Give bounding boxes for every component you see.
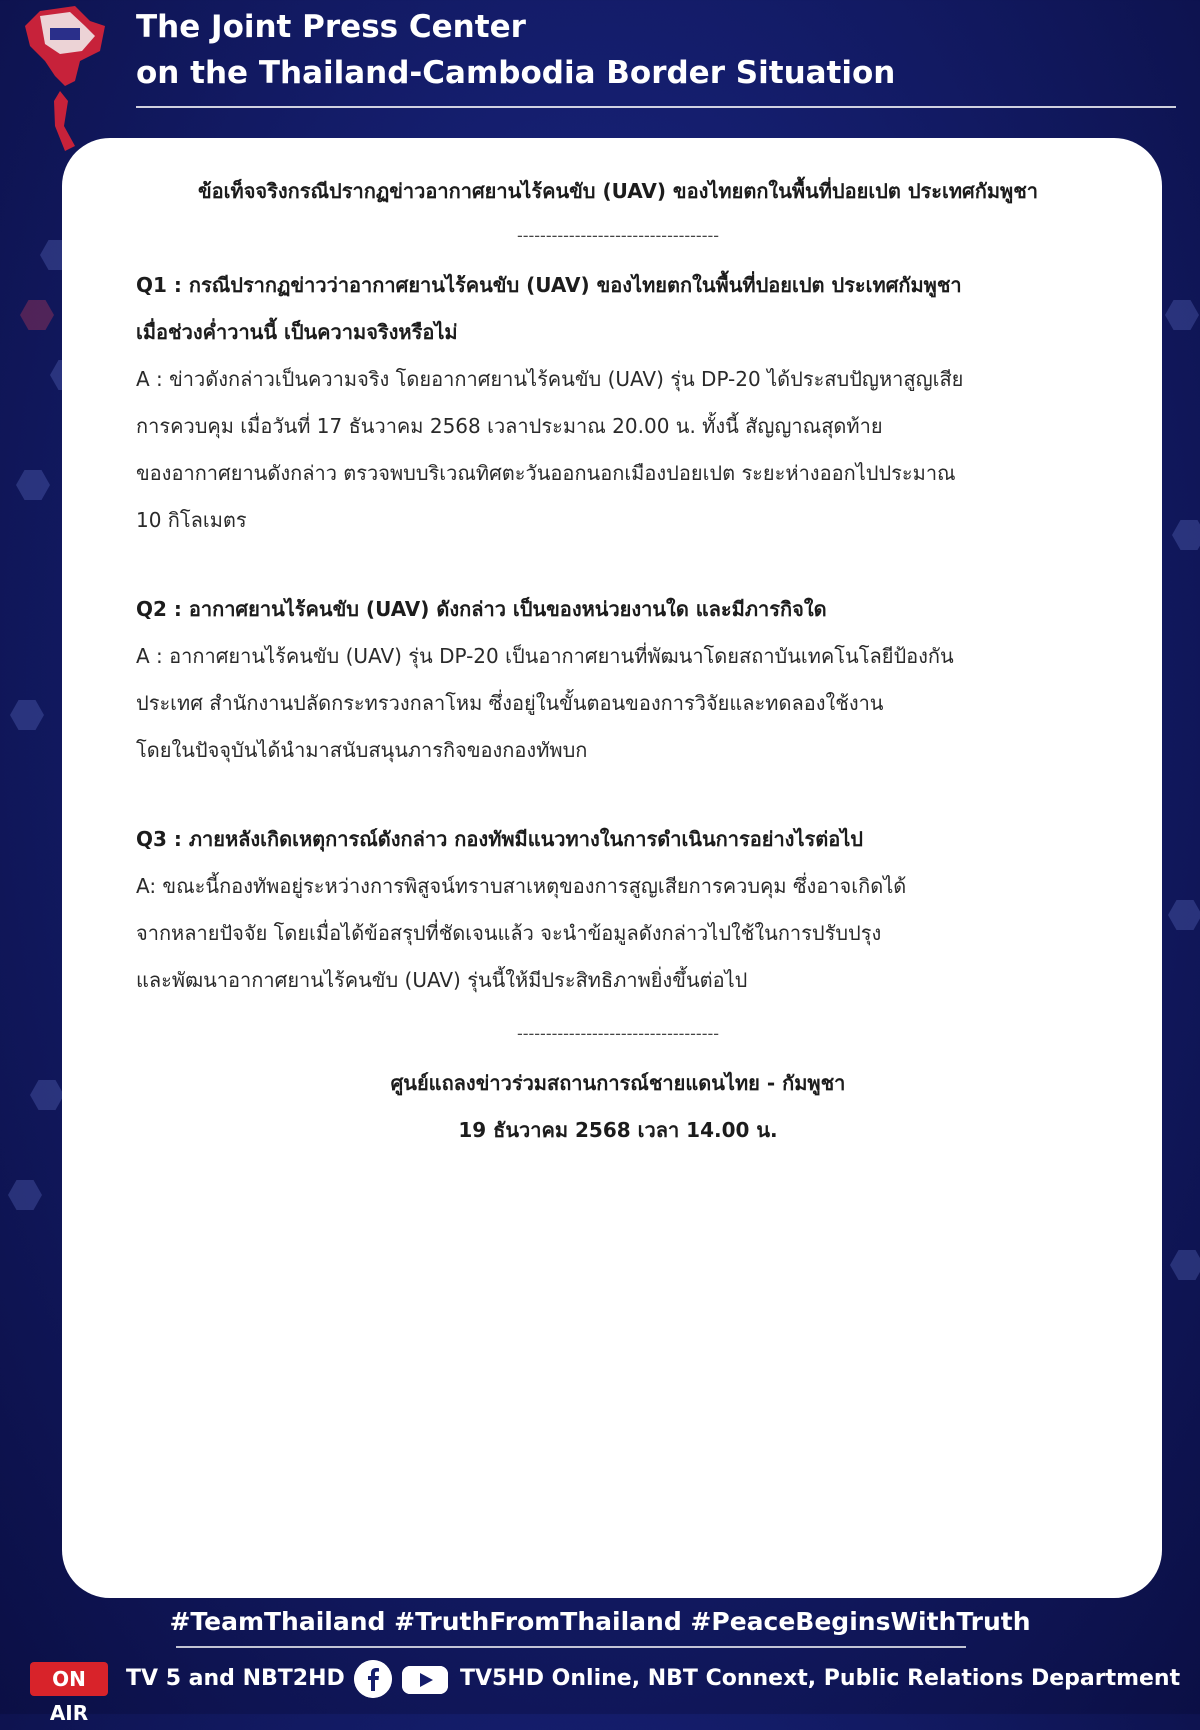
footer-divider xyxy=(176,1646,966,1648)
broadcast-bar xyxy=(30,1660,1181,1725)
q1-answer-line: A : ข่าวดังกล่าวเป็นความจริง โดยอากาศยานไร้คนขับ (UAV) รุ่น DP-20 ได้ประสบปัญหาสูญเสีย xyxy=(136,367,964,391)
q1-answer-line: ของอากาศยานดังกล่าว ตรวจพบบริเวณทิศตะวันออกนอกเมืองปอยเปต ระยะห่างออกไปประมาณ xyxy=(136,461,956,485)
q3-answer-line: จากหลายปัจจัย โดยเมื่อได้ข้อสรุปที่ชัดเจนแล้ว จะนำข้อมูลดังกล่าวไปใช้ในการปรับปรุง xyxy=(136,921,882,945)
q3-answer-line: และพัฒนาอากาศยานไร้คนขับ (UAV) รุ่นนี้ให้มีประสิทธิภาพยิ่งขึ้นต่อไป xyxy=(136,968,748,992)
signature-organization: ศูนย์แถลงข่าวร่วมสถานการณ์ชายแดนไทย - กัมพูชา xyxy=(390,1071,846,1095)
hashtags: #TeamThailand #TruthFromThailand #PeaceBeginsWithTruth xyxy=(169,1607,1031,1636)
online-channels: TV5HD Online, NBT Connext, Public Relations Department xyxy=(460,1666,1181,1691)
document-title: ข้อเท็จจริงกรณีปรากฏข่าวอากาศยานไร้คนขับ (UAV) ของไทยตกในพื้นที่ปอยเปต ประเทศกัมพูชา xyxy=(197,179,1038,203)
header-divider xyxy=(136,106,1176,108)
statement-card xyxy=(62,138,1162,1598)
q2-answer-line: A : อากาศยานไร้คนขับ (UAV) รุ่น DP-20 เป็นอากาศยานที่พัฒนาโดยสถาบันเทคโนโลยีป้องกัน xyxy=(136,644,954,668)
divider-bottom: ----------------------------------- xyxy=(516,1024,720,1043)
header xyxy=(0,0,1200,115)
statement-document xyxy=(136,164,1100,1154)
q2-question: Q2 : อากาศยานไร้คนขับ (UAV) ดังกล่าว เป็นของหน่วยงานใด และมีภารกิจใด xyxy=(136,597,827,621)
tv-channels: TV 5 and NBT2HD xyxy=(126,1666,345,1691)
page-title xyxy=(136,4,895,96)
thailand-map-icon xyxy=(20,6,110,156)
title-line-1: The Joint Press Center xyxy=(136,9,526,45)
q1-answer-line: 10 กิโลเมตร xyxy=(136,508,247,532)
on-air-badge: ON AIR xyxy=(30,1662,108,1696)
q3-question: Q3 : ภายหลังเกิดเหตุการณ์ดังกล่าว กองทัพมีแนวทางในการดำเนินการอย่างไรต่อไป xyxy=(136,827,863,851)
title-line-2: on the Thailand-Cambodia Border Situation xyxy=(136,55,896,91)
q1-question-line: เมื่อช่วงค่ำวานนี้ เป็นความจริงหรือไม่ xyxy=(136,320,458,344)
facebook-icon[interactable] xyxy=(354,1660,392,1698)
youtube-icon[interactable] xyxy=(402,1666,448,1694)
signature-date: 19 ธันวาคม 2568 เวลา 14.00 น. xyxy=(458,1118,778,1142)
q1-answer-line: การควบคุม เมื่อวันที่ 17 ธันวาคม 2568 เวลาประมาณ 20.00 น. ทั้งนี้ สัญญาณสุดท้าย xyxy=(136,414,883,438)
q2-answer-line: ประเทศ สำนักงานปลัดกระทรวงกลาโหม ซึ่งอยู่ในขั้นตอนของการวิจัยและทดลองใช้งาน xyxy=(136,691,884,715)
q1-question-line: Q1 : กรณีปรากฏข่าวว่าอากาศยานไร้คนขับ (UAV) ของไทยตกในพื้นที่ปอยเปต ประเทศกัมพูชา xyxy=(136,273,962,297)
divider-top: ----------------------------------- xyxy=(516,226,720,245)
q2-answer-line: โดยในปัจจุบันได้นำมาสนับสนุนภารกิจของกองทัพบก xyxy=(136,738,588,762)
q3-answer-line: A: ขณะนี้กองทัพอยู่ระหว่างการพิสูจน์ทราบสาเหตุของการสูญเสียการควบคุม ซึ่งอาจเกิดได้ xyxy=(136,874,907,898)
